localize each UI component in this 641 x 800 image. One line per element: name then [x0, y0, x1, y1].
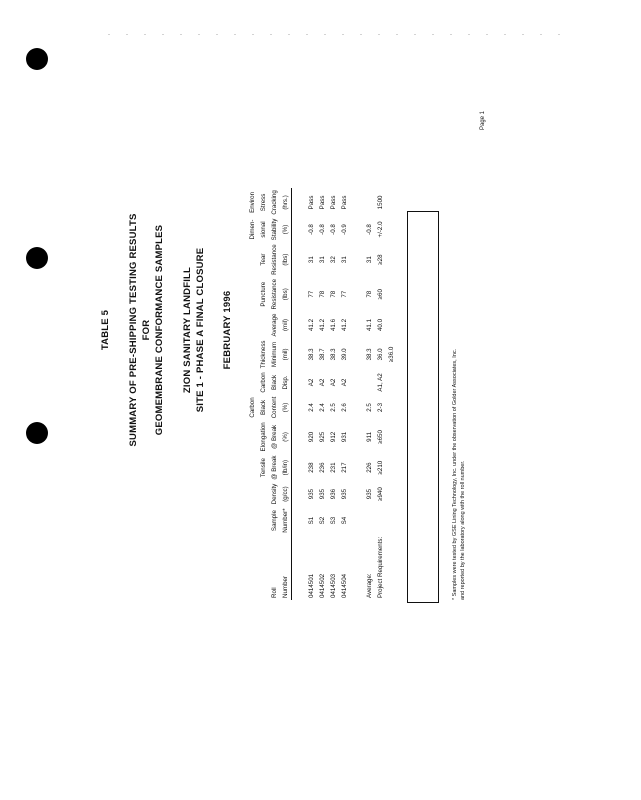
table-cell [292, 482, 307, 507]
table-cell: Sample [271, 510, 278, 532]
table-cell: -0.9 [341, 224, 348, 235]
table-cell: 231 [330, 462, 337, 473]
table-cell: 36.0 [377, 348, 384, 361]
table-cell: Disp. [280, 370, 292, 394]
table-cell [364, 506, 375, 534]
table-cell: (%) [280, 217, 292, 243]
spacer-row [292, 188, 307, 600]
table-cell: Number [280, 535, 292, 600]
table-cell [258, 312, 269, 339]
table-cell: (lbs) [280, 242, 292, 277]
table-cell: 38.3 [330, 348, 337, 361]
table-cell: 38.7 [319, 348, 326, 361]
table-cell [292, 242, 307, 277]
table-cell [350, 395, 364, 421]
table-cell: 31 [319, 256, 326, 264]
table-cell: 0414504 [341, 573, 348, 598]
table-cell: (lbs) [280, 277, 292, 312]
table-cell: 2-3 [377, 402, 384, 412]
table-cell [386, 242, 397, 277]
page-number: Page 1 [480, 110, 486, 130]
table-cell: Minimum [271, 341, 278, 367]
table-cell: Roll [271, 587, 278, 598]
table-cell: 931 [341, 431, 348, 443]
table-cell [350, 454, 364, 482]
table-row [328, 188, 339, 600]
table-cell: (mil) [280, 338, 292, 370]
table-cell [364, 188, 375, 216]
table-cell [386, 420, 397, 453]
landscape-content [100, 60, 500, 600]
table-cell: -0.8 [330, 224, 337, 235]
table-cell: (%) [280, 395, 292, 421]
table-cell: 925 [319, 431, 326, 443]
site-phase: SITE 1 - PHASE A FINAL CLOSURE [195, 247, 206, 413]
table-cell: (mil) [280, 312, 292, 339]
table-cell: (g/cc) [280, 482, 292, 507]
table-cell: 41.1 [366, 318, 373, 332]
table-cell: 238 [308, 462, 315, 473]
footnote-1: * Samples were tested by GSE Lining Technology, Inc. under the observation of Golder Associates, Inc. [452, 348, 458, 600]
table-cell: A2 [319, 378, 326, 387]
table-cell: 2.6 [341, 403, 348, 412]
table-cell [292, 535, 307, 600]
table-cell [292, 217, 307, 243]
table-cell: 0414502 [319, 573, 326, 598]
table-cell: 39.0 [341, 348, 348, 361]
table-number: TABLE 5 [100, 309, 111, 351]
spacer-row [350, 188, 364, 600]
table-row [339, 188, 350, 600]
table-cell [258, 535, 269, 600]
table-cell [375, 506, 386, 534]
table-cell [386, 482, 397, 507]
table-cell: 78 [366, 290, 373, 298]
table-cell [350, 482, 364, 507]
table-cell: Tear [260, 253, 267, 266]
table-cell: 912 [330, 431, 337, 443]
table-cell [350, 312, 364, 339]
table-cell: 226 [366, 462, 373, 473]
site-name: ZION SANITARY LANDFILL [182, 266, 193, 394]
hole-punch-bottom [26, 422, 48, 444]
table-cell: 935 [366, 488, 373, 500]
footnote-2: and reported by the laboratory along with the roll number. [460, 460, 466, 600]
table-cell [247, 312, 258, 339]
table-cell [247, 535, 258, 600]
table-cell: S4 [341, 516, 348, 525]
title-line-3: GEOMEMBRANE CONFORMANCE SAMPLES [154, 224, 165, 436]
hole-punch-middle [26, 247, 48, 269]
table-cell: Elongation [260, 422, 267, 452]
table-row [317, 188, 328, 600]
table-cell [247, 370, 258, 394]
report-date: FEBRUARY 1996 [222, 290, 233, 370]
table-cell [386, 370, 397, 394]
requirements-row-2 [386, 188, 397, 600]
scan-artifact [100, 34, 570, 35]
table-cell: Pass [319, 195, 326, 210]
table-cell [386, 454, 397, 482]
summary-box [407, 211, 439, 603]
table-cell: 41.2 [319, 318, 326, 332]
table-cell [292, 312, 307, 339]
table-cell: 31 [308, 256, 315, 264]
table-cell: sional [260, 221, 267, 238]
table-cell: 217 [341, 462, 348, 473]
table-cell: S1 [308, 516, 315, 525]
table-cell [292, 277, 307, 312]
table-cell: Environ [249, 191, 256, 213]
table-cell: +/-2.0 [377, 221, 384, 238]
table-cell [292, 506, 307, 534]
table-cell: Black [260, 399, 267, 416]
table-cell: 40.0 [377, 318, 384, 332]
hole-punch-top [26, 48, 48, 70]
results-table [247, 188, 397, 600]
table-cell: Cracking [271, 190, 278, 215]
table-cell: A2 [308, 378, 315, 387]
table-cell: Project Requirements: [377, 536, 384, 598]
table-cell: 920 [308, 431, 315, 443]
table-cell: -0.8 [308, 224, 315, 235]
table-cell: 935 [341, 488, 348, 500]
table-cell: 911 [366, 431, 373, 442]
table-cell [247, 338, 258, 370]
table-cell [247, 242, 258, 277]
table-cell [292, 188, 307, 216]
table-cell [386, 188, 397, 216]
average-row [364, 188, 375, 600]
table-cell: 236 [319, 462, 326, 473]
table-cell: A1, A2 [377, 373, 384, 392]
table-cell: ≥650 [377, 430, 384, 444]
table-cell [386, 277, 397, 312]
table-cell [350, 535, 364, 600]
table-cell: 38.3 [366, 348, 373, 361]
table-cell: Number* [280, 506, 292, 534]
requirements-row [375, 188, 386, 600]
table-cell: S3 [330, 516, 337, 525]
table-cell [247, 482, 258, 507]
table-cell [350, 370, 364, 394]
table-cell [258, 482, 269, 507]
table-cell: ≥60 [377, 289, 384, 300]
table-cell [350, 277, 364, 312]
table-cell [350, 242, 364, 277]
table-cell: 0414501 [308, 573, 315, 598]
table-cell [292, 338, 307, 370]
table-cell [386, 395, 397, 421]
table-cell: A2 [341, 378, 348, 387]
table-cell [292, 454, 307, 482]
header-row [258, 188, 269, 600]
table-cell: A2 [330, 378, 337, 387]
table-cell: ≥940 [377, 487, 384, 501]
table-cell [350, 217, 364, 243]
table-cell: Resistance [271, 244, 278, 275]
table-cell: 78 [330, 290, 337, 298]
table-cell [350, 420, 364, 453]
table-cell: ≥210 [377, 460, 384, 475]
table-cell: Carbon [260, 372, 267, 393]
table-cell [292, 395, 307, 421]
table-cell: 2.5 [366, 403, 373, 412]
title-line-2: FOR [141, 319, 152, 341]
table-cell: 38.3 [308, 348, 315, 361]
table-cell: Stability [271, 218, 278, 241]
table-cell: 2.4 [319, 403, 326, 412]
table-cell: @ Break [271, 424, 278, 450]
table-cell: 31 [366, 256, 373, 264]
table-cell: Pass [341, 195, 348, 210]
table-cell: -0.8 [319, 224, 326, 235]
table-cell: Stress [260, 193, 267, 212]
table-cell: Carbon [249, 397, 256, 418]
table-cell: Pass [308, 195, 315, 210]
table-cell [292, 420, 307, 453]
table-cell: Puncture [260, 281, 267, 307]
table-cell: Tensile [260, 458, 267, 478]
table-cell: S2 [319, 516, 326, 525]
table-cell [247, 506, 258, 534]
table-cell: -0.8 [366, 224, 373, 235]
table-cell [386, 506, 397, 534]
table-cell [247, 277, 258, 312]
table-cell: ≥28 [377, 254, 384, 265]
table-cell [292, 370, 307, 394]
table-cell: Average [271, 313, 278, 337]
table-cell: Content [271, 396, 278, 419]
table-cell [247, 420, 258, 453]
table-cell [258, 506, 269, 534]
table-cell: 935 [319, 488, 326, 500]
table-cell: 2.5 [330, 403, 337, 412]
table-cell: 41.2 [341, 318, 348, 332]
table-cell: (hrs.) [280, 188, 292, 216]
table-cell [247, 454, 258, 482]
table-cell: Resistance [271, 278, 278, 310]
header-row [280, 188, 292, 600]
table-cell: 77 [341, 290, 348, 298]
header-row [269, 188, 280, 600]
table-cell [386, 312, 397, 339]
table-cell: 935 [308, 488, 315, 500]
table-cell [350, 188, 364, 216]
header-row [247, 188, 258, 600]
title-line-1: SUMMARY OF PRE-SHIPPING TESTING RESULTS [128, 213, 139, 447]
table-cell: 31 [341, 256, 348, 264]
table-row [306, 188, 317, 600]
table-cell: 77 [308, 290, 315, 298]
table-cell: Dimen- [249, 219, 256, 240]
table-cell: 2.4 [308, 403, 315, 412]
table-cell: 32 [330, 256, 337, 264]
table-cell: 0414503 [330, 573, 337, 598]
table-cell: ≥36.0 [388, 346, 395, 363]
rotated-page [100, 60, 500, 600]
table-cell [386, 535, 397, 600]
table-cell: (%) [280, 420, 292, 453]
table-cell: 936 [330, 488, 337, 500]
table-cell: Average: [366, 573, 373, 598]
table-cell: Density [271, 483, 278, 505]
table-cell [364, 370, 375, 394]
table-cell: 41.6 [330, 318, 337, 332]
table-cell: 78 [319, 290, 326, 298]
table-cell: Thickness [260, 340, 267, 369]
table-cell [350, 338, 364, 370]
table-cell: @ Break [271, 455, 278, 480]
table-cell [386, 217, 397, 243]
table-cell: Pass [330, 195, 337, 210]
table-cell: Black [271, 374, 278, 391]
table-cell: 41.2 [308, 318, 315, 332]
table-cell: (lb/in) [280, 454, 292, 482]
table-cell [350, 506, 364, 534]
table-cell: 1500 [377, 195, 384, 210]
